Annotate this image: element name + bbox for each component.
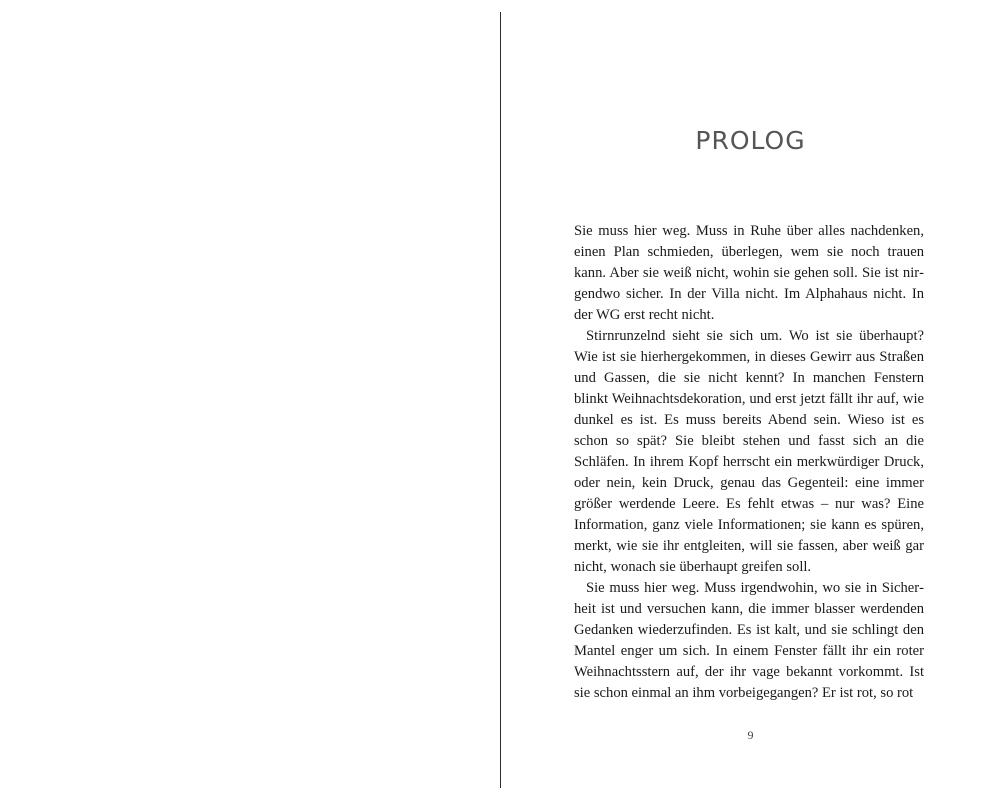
paragraph: Stirnrunzelnd sieht sie sich um. Wo ist sie überhaupt? Wie ist sie hierhergekommen, in dieses Gewirr aus Straßen und Gassen, die sie nicht kennt? In manchen Fenstern blinkt Weihnachtsdekoration, und erst jetzt fällt ihr auf, wie dunkel es ist. Es muss bereits Abend sein. Wieso ist es schon so spät? Sie bleibt stehen und fasst sich an die Schläfen. In ihrem Kopf herrscht ein merkwürdiger Druck, oder nein, kein Druck, genau das Gegenteil: eine immer größer werdende Leere. Es fehlt etwas – nur was? Eine Information, ganz viele Informationen; sie kann es spüren, merkt, wie sie ihr entgleiten, will sie fassen, aber weiß gar nicht, wonach sie überhaupt greifen soll. [574,328,924,575]
body-text [574,221,924,704]
chapter-title: PROLOG [695,126,806,155]
right-page [501,0,1000,800]
paragraph: Sie muss hier weg. Muss in Ruhe über alles nachdenken, einen Plan schmieden, überlegen, wem sie noch trauen kann. Aber sie weiß nicht, wohin sie gehen soll. Sie ist nirgendwo sicher. In der Villa nicht. Im Alphahaus nicht. In der WG erst recht nicht. [574,223,924,323]
paragraph: Sie muss hier weg. Muss irgendwohin, wo sie in Sicherheit ist und versuchen kann, die immer blasser werdenden Gedanken wiederzufinden. Es ist kalt, und sie schlingt den Mantel enger um sich. In einem Fenster fällt ihr ein roter Weihnachtsstern auf, der ihr vage bekannt vorkommt. Ist sie schon einmal an ihm vorbeigegangen? Er ist rot, so rot [574,580,924,701]
page-number: 9 [747,728,754,742]
